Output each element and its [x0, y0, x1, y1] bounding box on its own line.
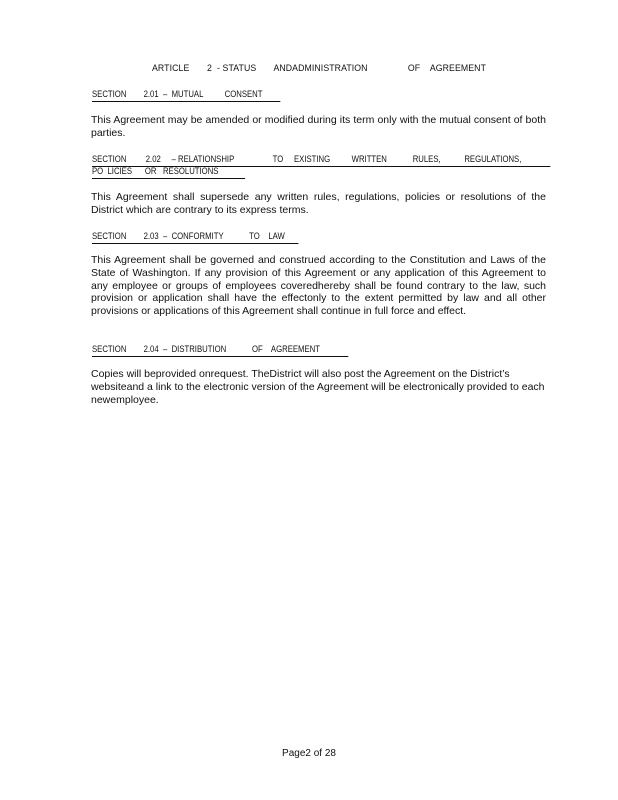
section-2-02-body: This Agreement shall supersede any written rules, regulations, policies or resolutions of the District which are contrary to its express terms.: [91, 191, 546, 216]
section-2-03-body: This Agreement shall be governed and construed according to the Constitution and Laws of the State of Washington. If any provision of this Agreement or any application of this Agreement to any employee or groups of employees coveredhereby shall be found contrary to the law, such provision or application shall have the effectonly to the extent permitted by law and all other provisions or applications of this Agreement shall continue in full force and effect.: [91, 254, 546, 318]
section-2-01-body: This Agreement may be amended or modified during its term only with the mutual consent of both parties.: [91, 114, 546, 139]
section-2-03-heading: SECTION 2.03 – CONFORMITY TO LAW: [92, 231, 298, 244]
section-2-04-body: Copies will beprovided onrequest. TheDistrict will also post the Agreement on the District’s websiteand a link to the electronic version of the Agreement will be electronically provided to each newemployee.: [91, 368, 545, 406]
section-2-04-heading: SECTION 2.04 – DISTRIBUTION OF AGREEMENT: [92, 344, 348, 357]
section-2-02-heading-line2: PO LICIES OR RESOLUTIONS: [92, 166, 245, 179]
section-2-01-heading: SECTION 2.01 – MUTUAL CONSENT: [92, 89, 280, 102]
section-2-02-heading-line1: SECTION 2.02 – RELATIONSHIP TO EXISTING WRITTEN RULES, REGULATIONS,: [92, 154, 550, 167]
article-title: ARTICLE 2 - STATUS ANDADMINISTRATION OF AGREEMENT: [152, 63, 487, 74]
page-number-footer: Page2 of 28: [282, 748, 336, 759]
